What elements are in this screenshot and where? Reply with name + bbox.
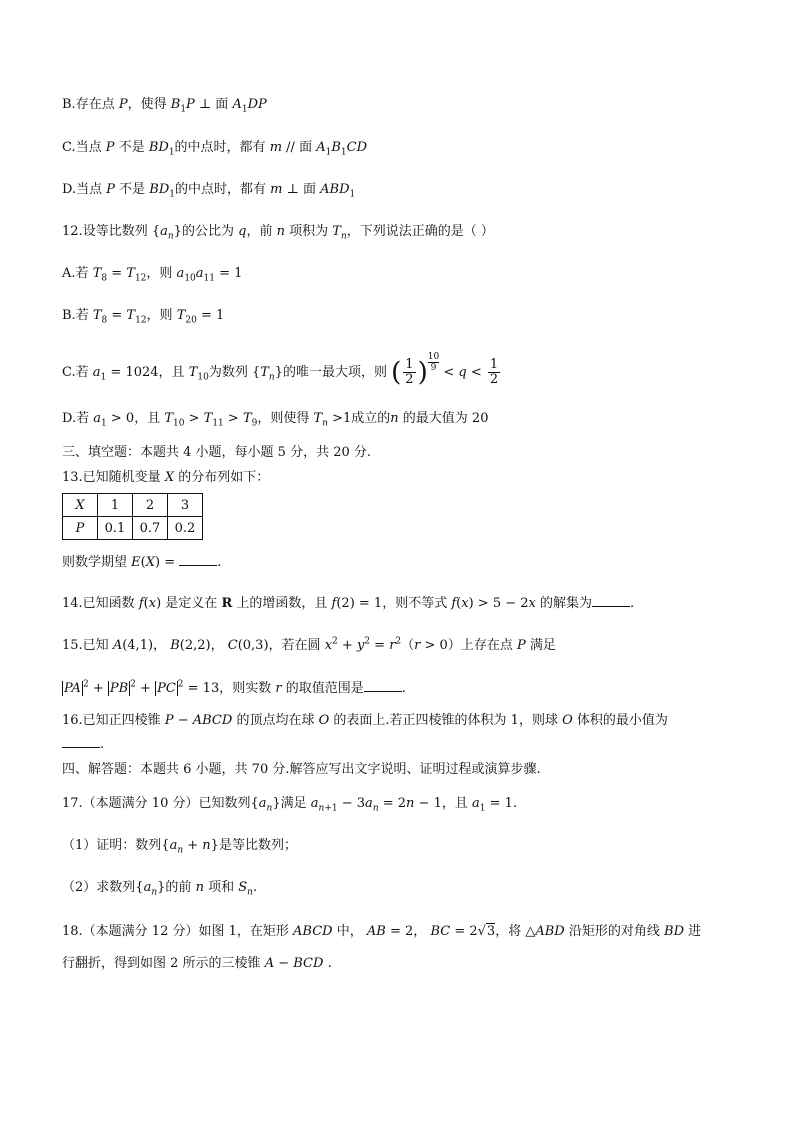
answer-blank bbox=[62, 735, 100, 748]
section-4-heading: 四、解答题：本题共 6 小题，共 70 分.解答应写出文字说明、证明过程或演算步骤. bbox=[62, 762, 541, 777]
option-12-b: B.若 $T_8 = T_{12}$，则 $T_{20} = 1$ bbox=[62, 308, 225, 326]
question-17: 17.（本题满分 10 分）已知数列$\{a_n\}$满足 $a_{n+1} - 3a_n = 2n - 1$，且 $a_1 = 1$. bbox=[62, 796, 518, 814]
question-13: 13.已知随机变量 X 的分布列如下： bbox=[62, 470, 270, 485]
option-11-c: C.当点 P 不是 $BD_1$的中点时，都有 m // 面 $A_1B_1CD$ bbox=[62, 140, 368, 158]
question-18: 18.（本题满分 12 分）如图 1，在矩形 ABCD 中， AB = 2， BC = 2√3，将 △ABD 沿矩形的对角线 BD 进 bbox=[62, 924, 702, 939]
table-cell: 3 bbox=[168, 494, 203, 517]
table-row bbox=[63, 494, 203, 517]
question-16-blank: . bbox=[62, 735, 104, 755]
table-cell: 0.2 bbox=[168, 517, 203, 540]
answer-blank bbox=[592, 594, 630, 607]
table-cell: 0.1 bbox=[98, 517, 133, 540]
table-cell: P bbox=[63, 517, 98, 540]
section-3-heading: 三、填空题：本题共 4 小题，每小题 5 分，共 20 分. bbox=[62, 445, 372, 460]
question-17-part-2: （2）求数列$\{a_n\}$的前 n 项和 $S_n$. bbox=[62, 880, 258, 898]
question-16: 16.已知正四棱锥 P − ABCD 的顶点均在球 O 的表面上.若正四棱锥的体积为 1，则球 O 体积的最小值为 bbox=[62, 713, 668, 728]
option-11-d: D.当点 P 不是 $BD_1$的中点时，都有 m ⊥ 面 $ABD_1$ bbox=[62, 182, 356, 200]
table-cell: 2 bbox=[133, 494, 168, 517]
option-12-c: C.若 $a_1 = 1024$，且 $T_{10}$为数列 $\{T_n\}$的唯一最大项，则 ( $\frac{1}{2}$ ) $\frac{10}{9}$ < q < $\frac{1}{2}$ bbox=[62, 352, 499, 388]
option-11-b: B.存在点 P，使得 $B_1P$ ⊥ 面 $A_1DP$ bbox=[62, 97, 267, 115]
question-15-condition: PA $^2$ + PB $^2$ + PC $^2$ = 13，则实数 r 的取值范围是 . bbox=[64, 679, 406, 696]
question-13-expectation: 则数学期望 E(X) = . bbox=[62, 555, 222, 570]
question-18-continued: 行翻折，得到如图 2 所示的三棱锥 A − BCD . bbox=[62, 956, 332, 971]
table-cell: 0.7 bbox=[133, 517, 168, 540]
distribution-table bbox=[62, 493, 203, 540]
question-14: 14.已知函数 f(x) 是定义在 R 上的增函数，且 f(2) = 1，则不等式 f(x) > 5 − 2x 的解集为 . bbox=[62, 596, 635, 611]
question-15: 15.已知 A(4,1)， B(2,2)， C(0,3)，若在圆 $x^2 + y^2 = r^2(r > 0)$上存在点 P 满足 bbox=[62, 636, 556, 653]
answer-blank bbox=[364, 679, 402, 692]
table-cell: X bbox=[63, 494, 98, 517]
table-row bbox=[63, 517, 203, 540]
question-17-part-1: （1）证明：数列$\{a_n + n\}$是等比数列； bbox=[62, 838, 297, 856]
option-12-a: A.若 $T_8 = T_{12}$，则 $a_{10}a_{11} = 1$ bbox=[62, 266, 243, 284]
table-cell: 1 bbox=[98, 494, 133, 517]
question-12: 12.设等比数列 $\{a_n\}$的公比为 q，前 n 项积为 $T_n$，下列说法正确的是（ ） bbox=[62, 224, 494, 242]
option-12-d: D.若 $a_1 > 0$，且 $T_{10} > T_{11} > T_9$，则使得 $T_n >1$成立的n 的最大值为 20 bbox=[62, 411, 489, 429]
answer-blank bbox=[179, 553, 217, 566]
